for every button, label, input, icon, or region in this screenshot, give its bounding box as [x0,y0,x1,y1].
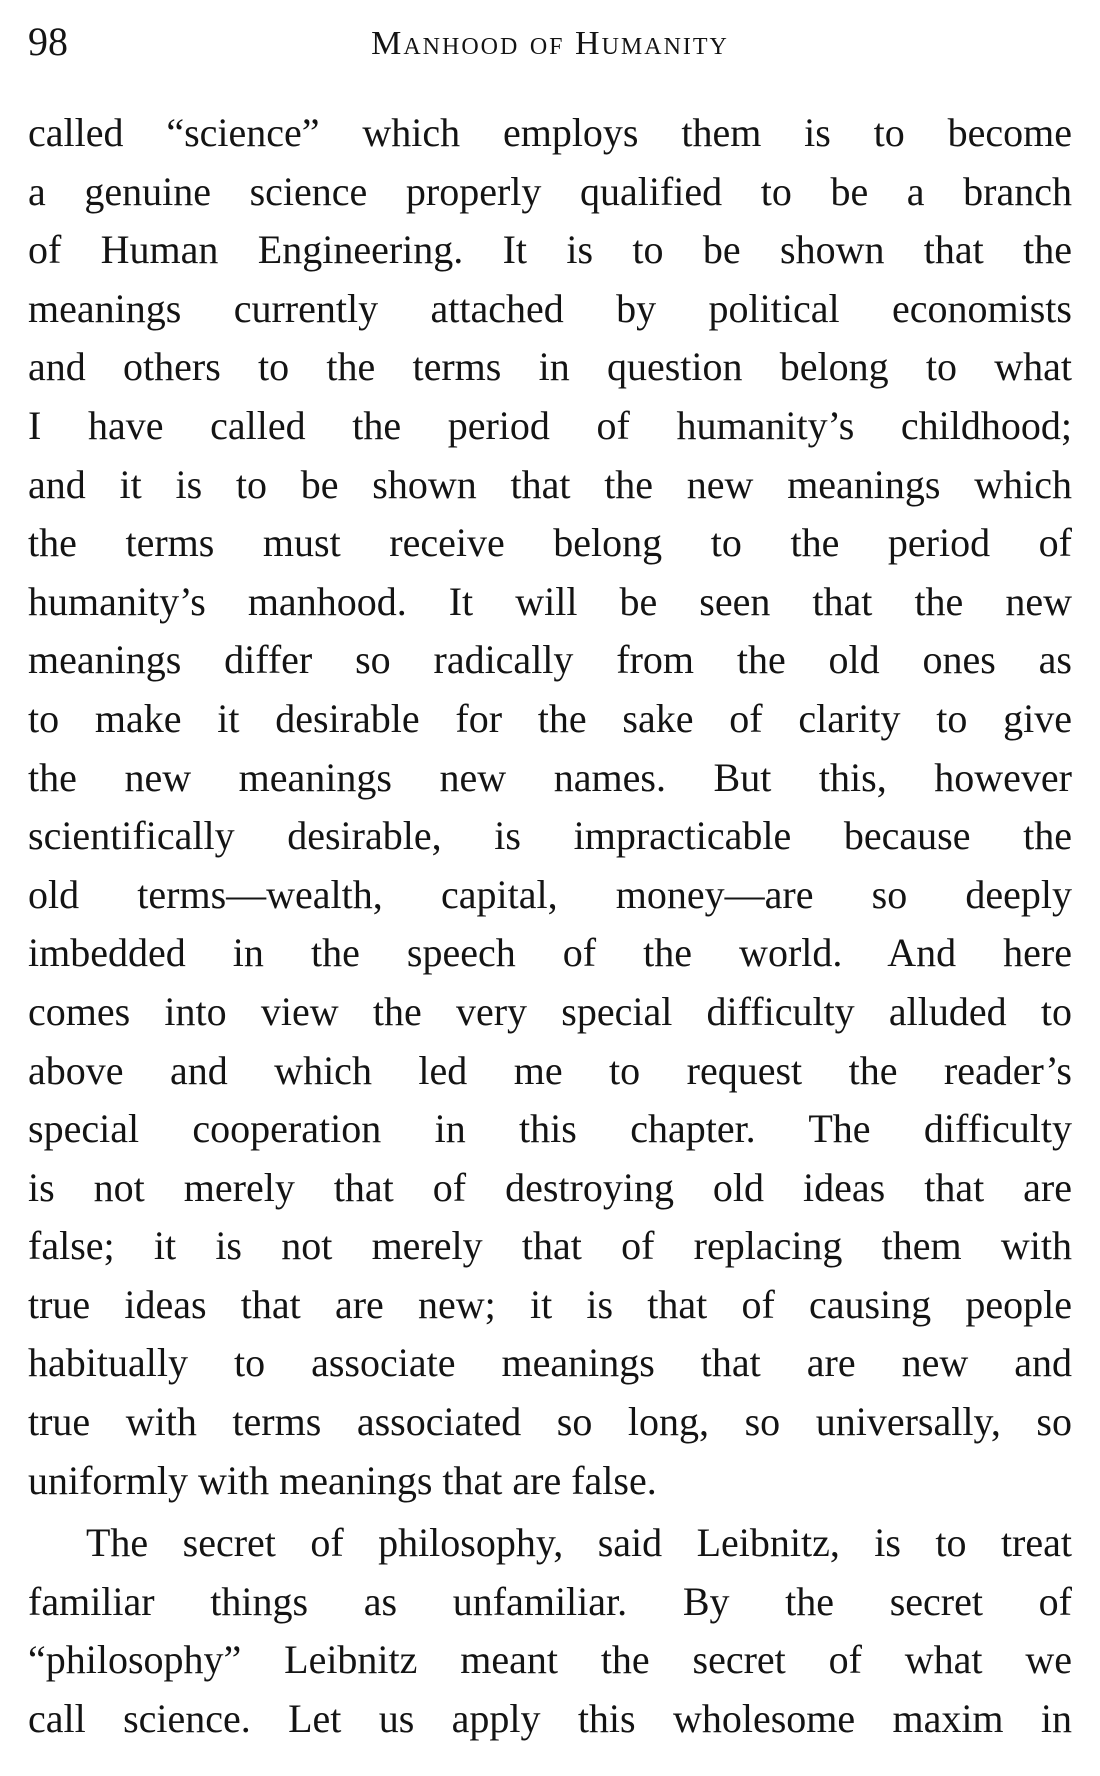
text-line: is not merely that of destroying old ideas that are [28,1164,1072,1210]
body-text [28,104,1072,1749]
text-line: true with terms associated so long, so universally, so [28,1399,1072,1445]
text-line: and it is to be shown that the new meanings which [28,461,1072,507]
text-line: special cooperation in this chapter. The difficulty [28,1106,1072,1152]
text-line: uniformly with meanings that are false. [28,1457,657,1503]
running-title: Manhood of Humanity [371,25,729,62]
page-number: 98 [28,19,68,64]
text-line: I have called the period of humanity’s childhood; [28,402,1072,448]
text-line: meanings differ so radically from the old ones as [28,637,1072,683]
text-line: above and which led me to request the reader’s [28,1047,1072,1093]
book-page [28,0,1072,1776]
text-line: to make it desirable for the sake of clarity to give [28,695,1072,741]
text-line: “philosophy” Leibnitz meant the secret of what we [28,1637,1072,1683]
paragraph-1 [28,104,1072,1510]
text-line: of Human Engineering. It is to be shown that the [28,227,1072,273]
text-line: comes into view the very special difficulty alluded to [28,988,1072,1034]
text-line: a genuine science properly qualified to be a branch [28,168,1072,214]
text-line: the new meanings new names. But this, however [28,754,1072,800]
text-line: the terms must receive belong to the period of [28,520,1072,566]
paragraph-2 [28,1514,1072,1748]
text-line: humanity’s manhood. It will be seen that the new [28,578,1072,624]
text-line: false; it is not merely that of replacing them with [28,1223,1072,1269]
text-line: scientifically desirable, is impracticable because the [28,813,1072,859]
text-line: old terms—wealth, capital, money—are so deeply [28,871,1072,917]
text-line: call science. Let us apply this wholesome maxim in [28,1696,1072,1742]
page-header [28,0,1072,84]
text-line: habitually to associate meanings that are new and [28,1340,1072,1386]
text-line: The secret of philosophy, said Leibnitz, is to treat [86,1520,1072,1566]
text-line: meanings currently attached by political economists [28,285,1072,331]
text-line: true ideas that are new; it is that of causing people [28,1281,1072,1327]
text-line: familiar things as unfamiliar. By the secret of [28,1578,1072,1624]
text-line: imbedded in the speech of the world. And here [28,930,1072,976]
text-line: called “science” which employs them is to become [28,110,1072,155]
text-line: and others to the terms in question belong to what [28,344,1072,390]
